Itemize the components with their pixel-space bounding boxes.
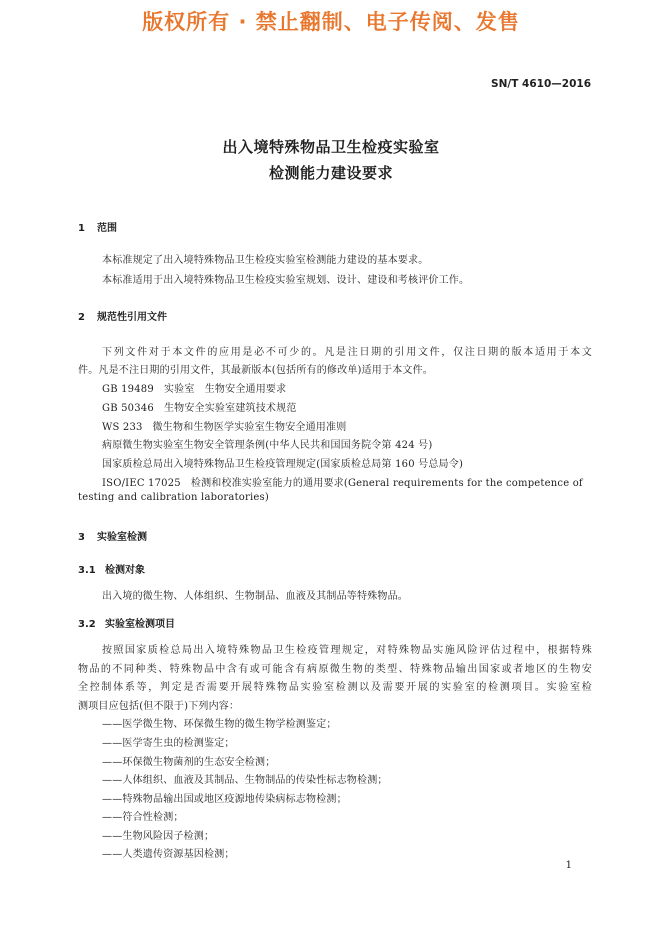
reference-item	[102, 436, 432, 451]
subsection-title: 检测对象	[105, 565, 145, 576]
reference-title: 微生物和生物医学实验室生物安全通用准则	[152, 422, 347, 433]
paragraph-line: 物品的不同种类、特殊物品中含有或可能含有病原微生物的类型、特殊物品输出国家或者地区的生物安	[78, 664, 592, 675]
section-3-heading	[78, 528, 147, 543]
list-item: ——环保微生物菌剂的生态安全检测；	[102, 757, 276, 768]
subsection-title: 实验室检测项目	[105, 619, 175, 630]
reference-code: GB 50346	[102, 403, 154, 414]
reference-title: 实验室 生物安全通用要求	[163, 384, 287, 395]
section-title: 规范性引用文件	[97, 312, 167, 323]
list-item: ——医学寄生虫的检测鉴定；	[102, 738, 235, 749]
reference-item	[102, 399, 297, 414]
section-number: 1	[78, 223, 85, 234]
paragraph: 本标准规定了出入境特殊物品卫生检疫实验室检测能力建设的基本要求。	[102, 255, 429, 266]
reference-title: 检测和校准实验室能力的通用要求(General requirements for the competence of	[190, 478, 583, 489]
paragraph: 出入境的微生物、人体组织、生物制品、血液及其制品等特殊物品。	[102, 591, 408, 602]
subsection-3-2-heading	[78, 615, 175, 630]
list-item: ——人类遗传资源基因检测；	[102, 849, 235, 860]
paragraph: 下列文件对于本文件的应用是必不可少的。凡是注日期的引用文件，仅注日期的版本适用于本文	[102, 347, 592, 358]
reference-item	[102, 418, 346, 433]
reference-code: WS 233	[102, 422, 143, 433]
standard-number: SN/T 4610—2016	[491, 78, 591, 90]
list-item: ——医学微生物、环保微生物的微生物学检测鉴定；	[102, 719, 337, 730]
section-title: 实验室检测	[97, 532, 147, 543]
paragraph: 件。凡是不注日期的引用文件，其最新版本(包括所有的修改单)适用于本文件。	[78, 365, 434, 376]
reference-title: 国家质检总局出入境特殊物品卫生检疫管理规定(国家质检总局第 160 号总局令)	[102, 459, 464, 470]
list-item: ——人体组织、血液及其制品、生物制品的传染性标志物检测；	[102, 775, 388, 786]
reference-item	[102, 474, 583, 489]
list-item: ——符合性检测；	[102, 812, 184, 823]
section-2-heading	[78, 308, 167, 323]
reference-continuation: testing and calibration laboratories)	[78, 492, 269, 503]
list-item: ——特殊物品输出国或地区疫源地传染病标志物检测；	[102, 794, 347, 805]
section-number: 3	[78, 532, 85, 543]
reference-code: GB 19489	[102, 384, 154, 395]
reference-code: ISO/IEC 17025	[102, 478, 181, 489]
reference-item	[102, 380, 286, 395]
section-number: 2	[78, 312, 85, 323]
reference-item	[102, 455, 463, 470]
subsection-number: 3.2	[78, 619, 96, 630]
copyright-watermark: 版权所有 · 禁止翻制、电子传阅、发售	[142, 10, 520, 34]
document-title-line-2: 检测能力建设要求	[268, 164, 393, 182]
paragraph-line: 全控制体系等，判定是否需要开展特殊物品实验室检测以及需要开展的实验室的检测项目。实验室检	[78, 682, 592, 693]
page-number: 1	[565, 860, 572, 871]
subsection-number: 3.1	[78, 565, 96, 576]
list-item: ——生物风险因子检测；	[102, 831, 215, 842]
paragraph-line: 按照国家质检总局出入境特殊物品卫生检疫管理规定，对特殊物品实施风险评估过程中，根据特殊	[102, 645, 592, 656]
section-title: 范围	[97, 223, 117, 234]
section-1-heading	[78, 219, 117, 234]
subsection-3-1-heading	[78, 561, 145, 576]
document-title-line-1: 出入境特殊物品卫生检疫实验室	[222, 138, 440, 156]
reference-title: 生物安全实验室建筑技术规范	[163, 403, 297, 414]
paragraph-line: 测项目应包括(但不限于)下列内容：	[78, 701, 240, 712]
paragraph: 本标准适用于出入境特殊物品卫生检疫实验室规划、设计、建设和考核评价工作。	[102, 275, 470, 286]
reference-title: 病原微生物实验室生物安全管理条例(中华人民共和国国务院令第 424 号)	[102, 440, 433, 451]
